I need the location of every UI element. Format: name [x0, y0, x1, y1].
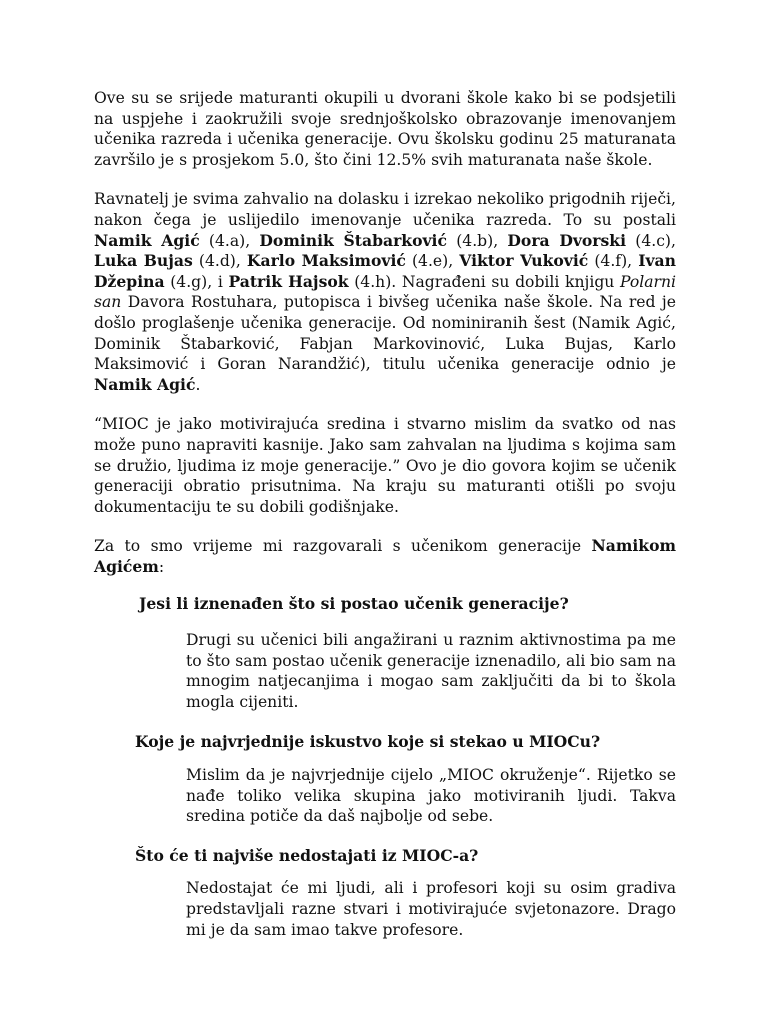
interview-section — [94, 594, 676, 940]
paragraph-text: (4.c), — [626, 231, 676, 250]
class-students-paragraph — [94, 189, 676, 395]
paragraph-text: (4.f), — [588, 252, 639, 271]
paragraph-text: Za to smo vrijeme mi razgovarali s učenikom generacije — [94, 537, 592, 556]
paragraph-text: Ravnatelj je svima zahvalio na dolasku i izrekao nekoliko prigodnih riječi, nakon čega je uslijedilo imenovanje učenika razreda. To su postali — [94, 190, 676, 229]
document-page — [94, 88, 676, 940]
generation-student-name: Namik Agić — [94, 374, 196, 394]
student-name: Viktor Vuković — [459, 251, 589, 271]
paragraph-text: (4.e), — [405, 252, 460, 271]
student-name: Dominik Štabarković — [259, 230, 447, 250]
student-name: Karlo Maksimović — [246, 251, 406, 271]
paragraph-text: (4.a), — [199, 231, 260, 250]
speech-quote-paragraph: “MIOC je jako motivirajuća sredina i stvarno mislim da svatko od nas može puno napraviti kasnije. Jako sam zahvalan na ljudima s kojima sam se družio, ljudima iz moje generacije.” Ovo je dio govora kojim se učenik generaciji obratio prisutnima. Na kraju su maturanti otišli po svoju dokumentaciju te su dobili godišnjake. — [94, 415, 676, 516]
paragraph-text: (4.b), — [446, 231, 508, 250]
interviewee-name: Namikom Agićem — [94, 536, 676, 576]
paragraph-text: : — [158, 557, 165, 576]
paragraph-text: (4.d), — [192, 252, 247, 271]
interview-answer: Nedostajat će mi ljudi, ali i profesori koji su osim gradiva predstavljali razne stvari i motivirajuće svjetonazore. Drago mi je da sam imao takve profesore. — [186, 879, 676, 939]
interview-answer: Drugi su učenici bili angažirani u raznim aktivnostima pa me to što sam postao učenik generacije iznenadilo, ali bio sam na mnogim natjecanjima i mogao sam zaključiti da bi to škola mogla cijeniti. — [186, 631, 676, 711]
paragraph-text: (4.h). Nagrađeni su dobili knjigu — [348, 272, 620, 291]
student-name: Luka Bujas — [94, 251, 193, 271]
interview-question: Što će ti najviše nedostajati iz MIOC-a? — [135, 845, 479, 865]
student-name: Ivan Džepina — [94, 251, 676, 291]
student-name: Dora Dvorski — [507, 230, 627, 250]
paragraph-text: . — [195, 375, 201, 394]
paragraph-text: (4.g), i — [164, 272, 229, 291]
interview-answer: Mislim da je najvrjednije cijelo „MIOC okruženje“. Rijetko se nađe toliko velika skupina jako motiviranih ljudi. Takva sredina potiče da daš najbolje od sebe. — [186, 766, 676, 826]
interview-question: Koje je najvrjednije iskustvo koje si stekao u MIOCu? — [135, 732, 601, 752]
student-name: Patrik Hajsok — [228, 271, 349, 291]
interview-intro-paragraph — [94, 536, 676, 577]
student-name: Namik Agić — [94, 230, 200, 250]
paragraph-text: Davora Rostuhara, putopisca i bivšeg učenika naše škole. Na red je došlo proglašenje učenika generacije. Od nominiranih šest (Namik Agić, Dominik Štabarković, Fabjan Markovinović, Luka Bujas, Karlo Maksimović i Goran Narandžić), titulu učenika generacije odnio je — [94, 293, 676, 374]
book-title: Polarni san — [94, 272, 677, 312]
intro-paragraph: Ove su se srijede maturanti okupili u dvorani škole kako bi se podsjetili na uspjehe i zaokružili svoje srednjoškolsko obrazovanje imenovanjem učenika razreda i učenika generacije. Ovu školsku godinu 25 maturanata završilo je s prosjekom 5.0, što čini 12.5% svih maturanata naše škole. — [94, 89, 676, 169]
interview-question: Jesi li iznenađen što si postao učenik generacije? — [139, 594, 569, 614]
